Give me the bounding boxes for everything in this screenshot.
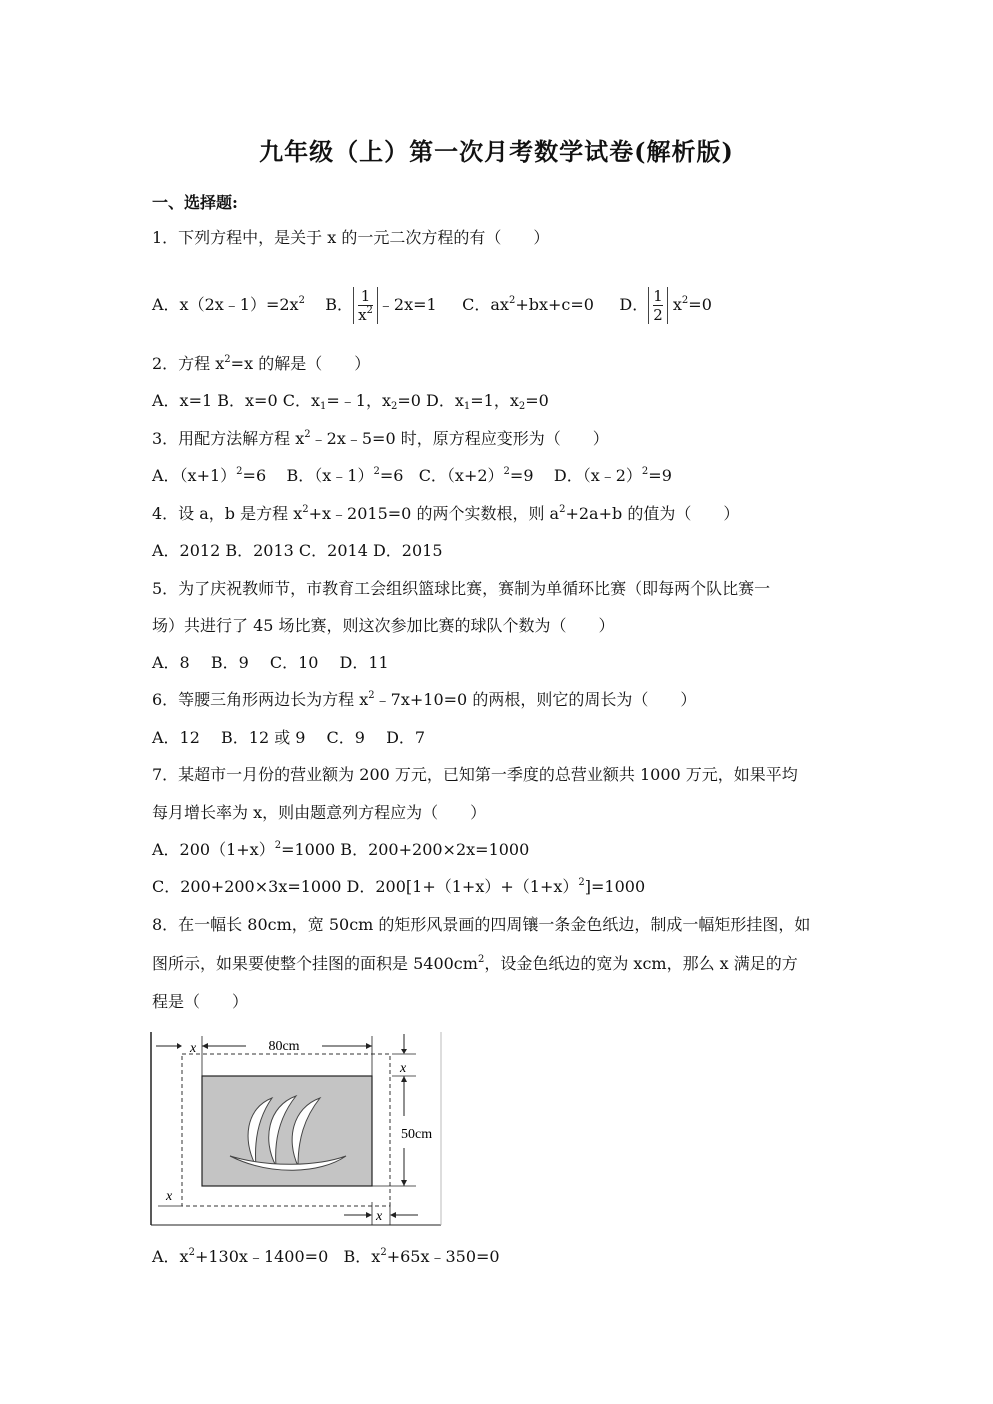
label-50cm: 50cm (401, 1127, 433, 1142)
label-x-bottom-right: x (376, 1209, 383, 1224)
question-6-options: A．12 B．12 或 9 C．9 D．7 (152, 728, 426, 747)
question-5-line-1: 5．为了庆祝教师节，市教育工会组织篮球比赛，赛制为单循环比赛（即每两个队比赛一 (152, 579, 771, 598)
option-a: A．$x(2x﹣1)=2x^2$ (152, 295, 305, 314)
figure-drawing (150, 1032, 442, 1227)
label-x-top: x (190, 1041, 197, 1056)
question-8-line-1: 8．在一幅长 80cm，宽 50cm 的矩形风景画的四周镶一条金色纸边，制成一幅矩形挂图，如 (152, 915, 811, 934)
question-3-stem: 3．用配方法解方程 $x^2﹣2x﹣5=0$ 时，原方程应变形为（ ） (152, 429, 609, 448)
question-2-options: A．x=1 B．x=0 C．$x_1=﹣1$，$x_2=0$ D．$x_1=1$，$x_2=0$ (152, 391, 549, 412)
section-heading: 一、选择题: (152, 193, 238, 212)
question-8-line-3: 程是（ ） (152, 992, 249, 1011)
question-7-line-1: 7．某超市一月份的营业额为 200 万元，已知第一季度的总营业额共 1000 万元，如果平均 (152, 765, 798, 784)
fraction: $\frac{1}{2}$ (648, 287, 668, 324)
label-x-bottom-left: x (166, 1189, 173, 1204)
question-8-options: A．$x^2+130x﹣1400=0$ B．$x^2+65x﹣350=0$ (152, 1247, 500, 1266)
question-5-options: A．8 B．9 C．10 D．11 (152, 653, 389, 672)
question-6-stem: 6．等腰三角形两边长为方程 $x^2﹣7x+10=0$ 的两根，则它的周长为（ ） (152, 690, 697, 709)
question-1-stem: 1．下列方程中，是关于 x 的一元二次方程的有（ ） (152, 228, 550, 247)
question-3-options: A．$(x+1)^2=6$ B．（x﹣1）$^2$=6 C．$(x+2)^2=9$ D．（x﹣2）$^2$=9 (152, 466, 672, 485)
option-b: B． $\frac{1}{x^2}$ ﹣2x=1 (325, 287, 437, 324)
question-1-options (152, 287, 712, 324)
question-5-line-2: 场）共进行了 45 场比赛，则这次参加比赛的球队个数为（ ） (152, 616, 615, 635)
question-7-options-ab: A．$200(1+x)^2=1000$ B．200+200×2x=1000 (152, 840, 530, 859)
question-7-options-cd: C．200+200×3x=1000 D．$200[1+(1+x)+(1+x)^2]=1000$ (152, 877, 646, 896)
page-title: 九年级（上）第一次月考数学试卷(解析版) (259, 137, 734, 166)
question-4-options: A．2012 B．2013 C．2014 D．2015 (152, 541, 443, 560)
option-c: C．$ax^2+bx+c=0$ (462, 295, 594, 314)
question-4-stem: 4．设 a，b 是方程 $x^2+x﹣2015=0$ 的两个实数根，则 $a^2+2a+b$ 的值为（ ） (152, 504, 740, 523)
label-x-right: x (400, 1061, 407, 1076)
question-2-stem: 2．方程 $x^2=x$ 的解是（ ） (152, 354, 371, 373)
fraction: $\frac{1}{x^2}$ (353, 287, 378, 324)
question-8-line-2: 图所示，如果要使整个挂图的面积是 $5400cm^2$，设金色纸边的宽为 xcm，那么 x 满足的方 (152, 954, 798, 973)
label-80cm: 80cm (268, 1039, 300, 1054)
question-7-line-2: 每月增长率为 x，则由题意列方程应为（ ） (152, 803, 487, 822)
framed-picture-figure (150, 1032, 442, 1227)
option-d: D． $\frac{1}{2}$ $x^2=0$ (619, 287, 712, 324)
